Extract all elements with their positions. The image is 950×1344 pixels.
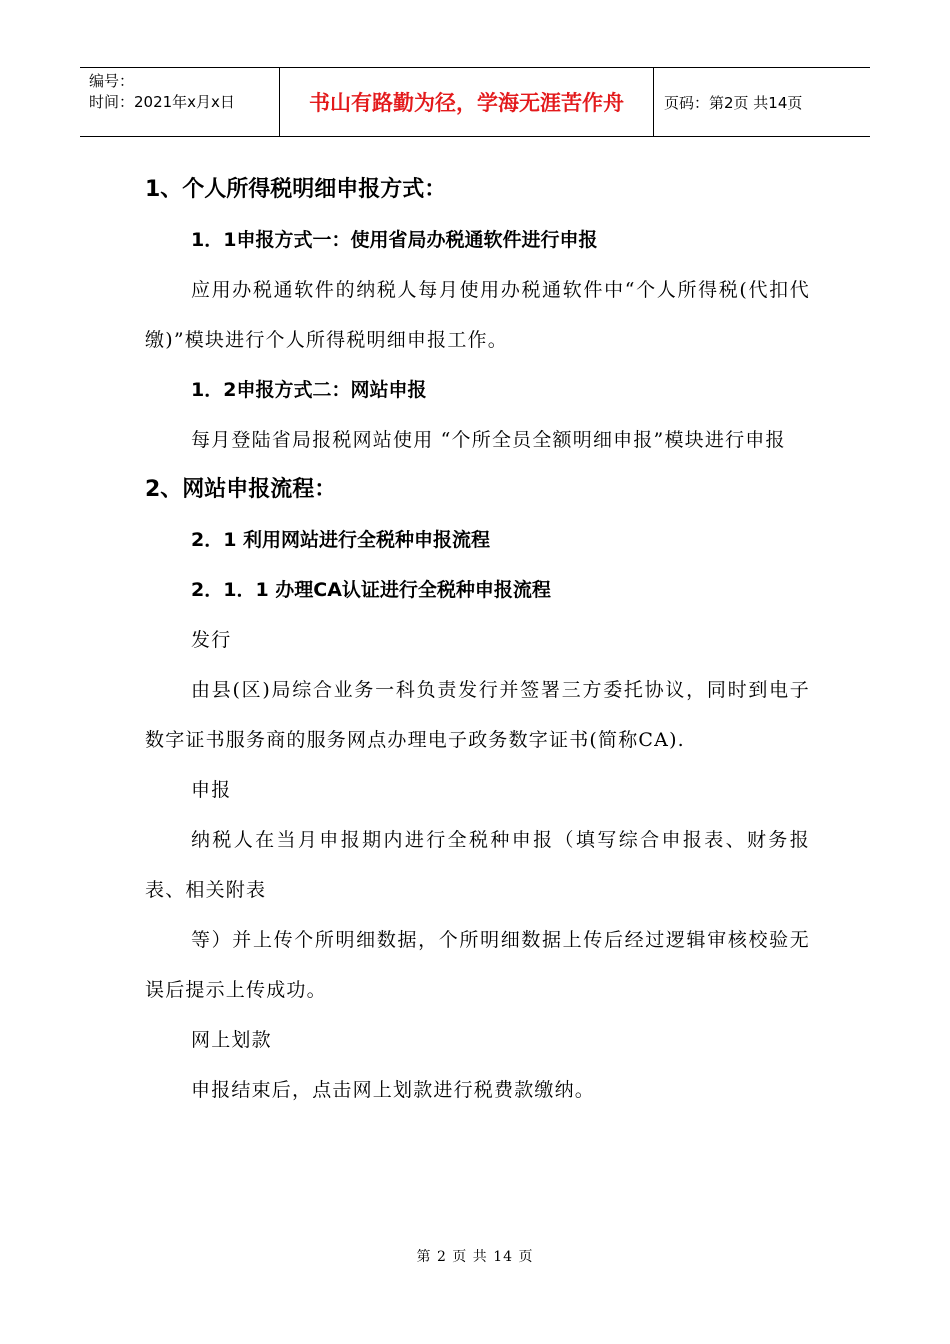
issue-paragraph: 由县(区)局综合业务一科负责发行并签署三方委托协议，同时到电子数字证书服务商的服务网点办理电子政务数字证书(简称CA). xyxy=(145,679,810,751)
section-1-2-heading: 1．2申报方式二：网站申报 xyxy=(191,379,427,401)
document-number-label: 编号： xyxy=(89,72,135,90)
header-motto: 书山有路勤为径，学海无涯苦作舟 xyxy=(280,68,654,136)
section-1-1-paragraph: 应用办税通软件的纳税人每月使用办税通软件中“个人所得税(代扣代缴)”模块进行个人所得税明细申报工作。 xyxy=(145,279,810,351)
header-left-cell xyxy=(80,68,280,136)
pay-paragraph: 申报结束后，点击网上划款进行税费款缴纳。 xyxy=(191,1079,596,1101)
section-2-heading: 2、网站申报流程： xyxy=(145,477,337,502)
page-footer: 第 2 页 共 14 页 xyxy=(416,1249,534,1265)
issue-label: 发行 xyxy=(191,629,232,651)
page-header xyxy=(80,67,870,137)
document-body xyxy=(145,165,810,1115)
declare-paragraph-1: 纳税人在当月申报期内进行全税种申报（填写综合申报表、财务报表、相关附表 xyxy=(145,829,810,901)
pay-label: 网上划款 xyxy=(191,1029,272,1051)
section-2-1-1-heading: 2．1．1 办理CA认证进行全税种申报流程 xyxy=(191,579,551,601)
declare-label: 申报 xyxy=(191,779,232,801)
document-date-label: 时间：2021年x月x日 xyxy=(89,93,235,111)
declare-paragraph-2: 等）并上传个所明细数据，个所明细数据上传后经过逻辑审核校验无误后提示上传成功。 xyxy=(145,929,810,1001)
header-page-info: 页码：第2页 共14页 xyxy=(664,93,803,112)
section-1-1-heading: 1．1申报方式一：使用省局办税通软件进行申报 xyxy=(191,229,598,251)
section-2-1-heading: 2．1 利用网站进行全税种申报流程 xyxy=(191,529,491,551)
section-1-heading: 1、个人所得税明细申报方式： xyxy=(145,177,447,202)
section-1-2-paragraph: 每月登陆省局报税网站使用 “个所全员全额明细申报”模块进行申报 xyxy=(191,429,786,451)
